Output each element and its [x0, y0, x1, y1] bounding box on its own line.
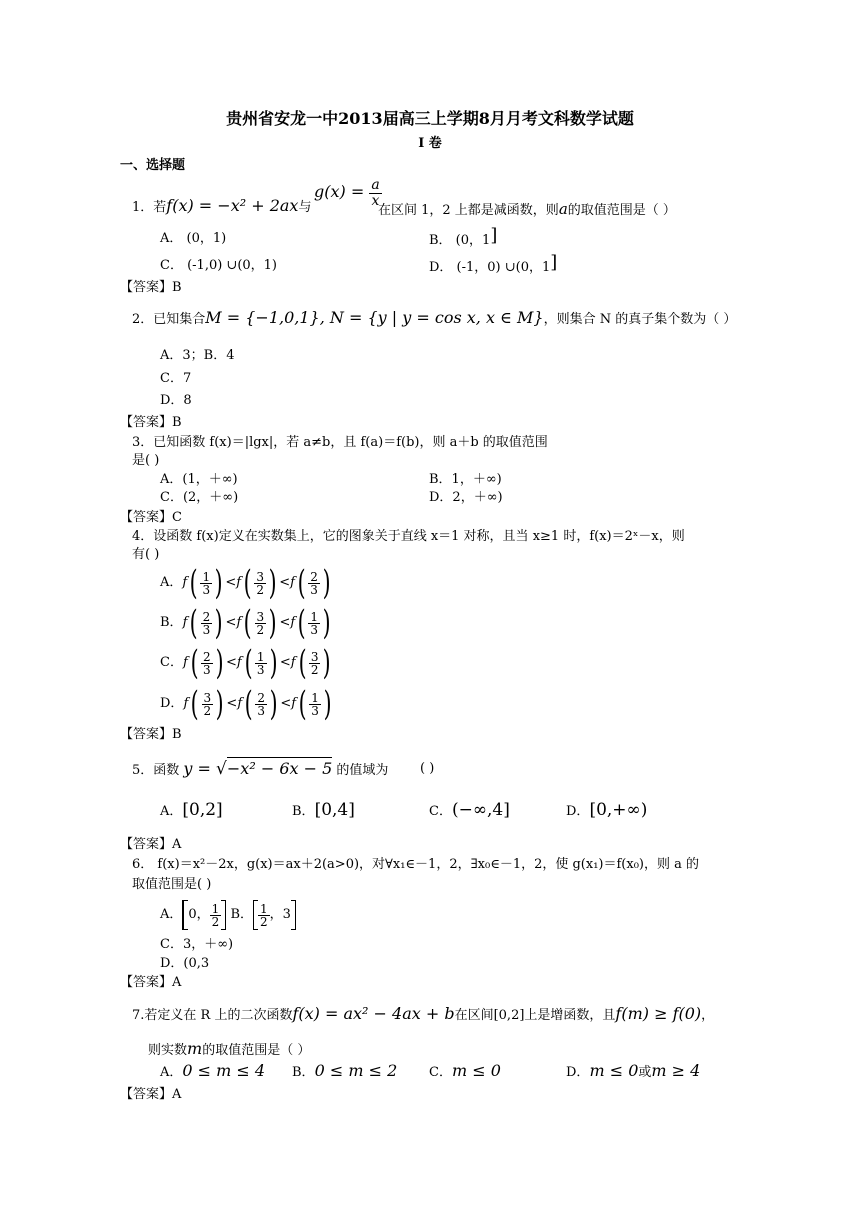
q1-with: 与	[298, 200, 312, 215]
question-6-stem-cont: 取值范围是( )	[132, 877, 212, 892]
volume-label: I 卷	[418, 136, 442, 151]
q1-answer: 【答案】B	[120, 280, 182, 295]
q4-f-symbol: f	[182, 575, 188, 590]
q5-radicand: −x² − 6x − 5	[226, 759, 333, 778]
q1-f-expression: f(x) = −x² + 2ax	[166, 196, 299, 215]
q5-answer: 【答案】A	[120, 837, 182, 852]
q3-option-d: D．2，＋∞)	[429, 490, 503, 505]
q2-option-ab: A．3；B．4	[160, 348, 235, 363]
question-2-stem: 2．已知集合M = {−1,0,1}, N = {y | y = cos x, x ∈ M}，则集合 N 的真子集个数为（ ）	[132, 308, 737, 327]
q4-f-symbol: f	[183, 696, 189, 711]
q4-option-label: D．	[160, 696, 184, 711]
q2-option-c: C．7	[160, 371, 192, 386]
q4-less-than: <	[225, 655, 237, 670]
q4-fraction: $\frac{2}{3}$	[203, 649, 211, 677]
q4-answer: 【答案】B	[120, 727, 182, 742]
page-title: 贵州省安龙一中2013届高三上学期8月月考文科数学试题	[226, 109, 634, 128]
q4-f-symbol: f	[237, 696, 243, 711]
question-7-stem: 7.若定义在 R 上的二次函数f(x) = ax² − 4ax + b在区间[0,2]上是增函数，且f(m) ≥ f(0)，	[132, 1004, 715, 1023]
question-3-stem: 3．已知函数 f(x)＝|lgx|，若 a≠b，且 f(a)＝f(b)，则 a＋b 的取值范围	[132, 435, 548, 450]
q4-fraction: $\frac{3}{2}$	[310, 649, 319, 677]
q4-option-label: A．	[160, 575, 183, 590]
q2-option-d: D．8	[160, 393, 192, 408]
q4-less-than: <	[279, 575, 291, 590]
q7-option-a: A．0 ≤ m ≤ 4	[160, 1061, 266, 1080]
q1-stem-tail: 在区间 1，2 上都是减函数，则a的取值范围是（ ）	[378, 200, 676, 218]
question-4-stem-cont: 有( )	[132, 547, 160, 562]
q1-option-c: C． (-1,0) ∪(0，1)	[160, 258, 278, 273]
question-4-stem: 4．设函数 f(x)定义在实数集上，它的图象关于直线 x＝1 对称，且当 x≥1 时，f(x)＝2ˣ－x，则	[132, 529, 685, 544]
q4-fraction: $\frac{2}{3}$	[257, 690, 266, 718]
q1-option-b: B． (0，1]	[429, 225, 498, 248]
q2-set-expression: M = {−1,0,1}, N = {y | y = cos x, x ∈ M}	[205, 308, 544, 327]
q5-option-a: A．[0,2]	[160, 800, 223, 820]
q6-answer: 【答案】A	[120, 975, 182, 990]
q4-fraction: $\frac{1}{3}$	[202, 569, 211, 597]
q4-fraction: $\frac{3}{2}$	[256, 569, 264, 597]
q4-fraction: $\frac{3}{2}$	[203, 690, 212, 718]
q4-fraction: $\frac{2}{3}$	[202, 609, 211, 637]
q6-option-c: C．3，＋∞)	[160, 937, 234, 952]
question-3-stem-cont: 是( )	[132, 453, 160, 468]
q4-less-than: <	[279, 615, 291, 630]
q4-fraction: $\frac{1}{3}$	[311, 690, 319, 718]
section-heading: 一、选择题	[120, 158, 186, 173]
q4-less-than: <	[226, 696, 238, 711]
q4-less-than: <	[225, 615, 237, 630]
q4-fraction: $\frac{1}{3}$	[310, 609, 319, 637]
q4-f-symbol: f	[236, 615, 242, 630]
q4-option-a: A．f( $\frac{1}{3}$ ) <f( $\frac{3}{2}$ ) <f( $\frac{2}{3}$ )	[160, 563, 331, 603]
q7-option-b: B．0 ≤ m ≤ 2	[292, 1061, 398, 1080]
q4-option-label: B．	[160, 615, 183, 630]
q4-option-c: C．f( $\frac{2}{3}$ ) <f( $\frac{1}{3}$ ) <f( $\frac{3}{2}$ )	[160, 643, 332, 683]
q1-g-expression: g(x) = $\frac{a}{x}$	[314, 177, 380, 209]
q7-option-d: D．m ≤ 0或m ≥ 4	[566, 1061, 701, 1080]
q4-fraction: $\frac{2}{3}$	[310, 569, 318, 597]
q6-options-ab: A． 0， $\frac{1}{2}$ B． $\frac{1}{2}$ ，3	[160, 900, 296, 934]
q4-f-symbol: f	[290, 655, 296, 670]
question-5-stem: 5．函数 y = √−x² − 6x − 5 的值域为	[132, 759, 389, 779]
q4-fraction: $\frac{1}{3}$	[256, 649, 265, 677]
q4-f-symbol: f	[236, 575, 242, 590]
q7-f-expression: f(x) = ax² − 4ax + b	[292, 1004, 455, 1023]
q7-answer: 【答案】A	[120, 1087, 182, 1102]
q1-number: 1．若	[132, 200, 167, 215]
q4-fraction: $\frac{3}{2}$	[256, 609, 265, 637]
q4-less-than: <	[225, 575, 237, 590]
q4-option-label: C．	[160, 655, 183, 670]
q6-option-d: D．(0,3	[160, 956, 210, 971]
q4-f-symbol: f	[182, 655, 188, 670]
q2-answer: 【答案】B	[120, 415, 182, 430]
q5-paren: ( )	[420, 761, 435, 776]
q4-option-b: B．f( $\frac{2}{3}$ ) <f( $\frac{3}{2}$ ) <f( $\frac{1}{3}$ )	[160, 603, 331, 643]
q4-f-symbol: f	[236, 655, 242, 670]
question-7-stem-cont: 则实数m的取值范围是（ ）	[148, 1039, 311, 1058]
q5-option-c: C．(−∞,4]	[429, 800, 510, 820]
q3-option-b: B．1，＋∞)	[429, 472, 502, 487]
q1-option-d: D． (-1，0) ∪(0，1]	[429, 252, 558, 275]
q7-option-c: C．m ≤ 0	[429, 1061, 501, 1080]
q4-less-than: <	[279, 655, 291, 670]
q4-option-d: D．f( $\frac{3}{2}$ ) <f( $\frac{2}{3}$ ) <f( $\frac{1}{3}$ )	[160, 684, 332, 724]
q3-option-c: C．(2，＋∞)	[160, 490, 239, 505]
q4-f-symbol: f	[290, 615, 296, 630]
question-6-stem: 6． f(x)＝x²－2x，g(x)＝ax＋2(a>0)，对∀x₁∈－1，2，∃x₀∈－1，2，使 g(x₁)＝f(x₀)，则 a 的	[132, 857, 700, 872]
q4-less-than: <	[280, 696, 292, 711]
q4-f-symbol: f	[291, 696, 297, 711]
q4-f-symbol: f	[182, 615, 188, 630]
q3-option-a: A．(1，＋∞)	[160, 472, 238, 487]
q5-option-d: D．[0,+∞)	[566, 800, 648, 820]
question-1-stem	[132, 198, 311, 216]
q5-option-b: B．[0,4]	[292, 800, 355, 820]
q3-answer: 【答案】C	[120, 510, 182, 525]
q7-condition: f(m) ≥ f(0)	[615, 1004, 702, 1023]
q4-f-symbol: f	[290, 575, 295, 590]
q1-option-a: A． (0，1)	[160, 231, 227, 246]
